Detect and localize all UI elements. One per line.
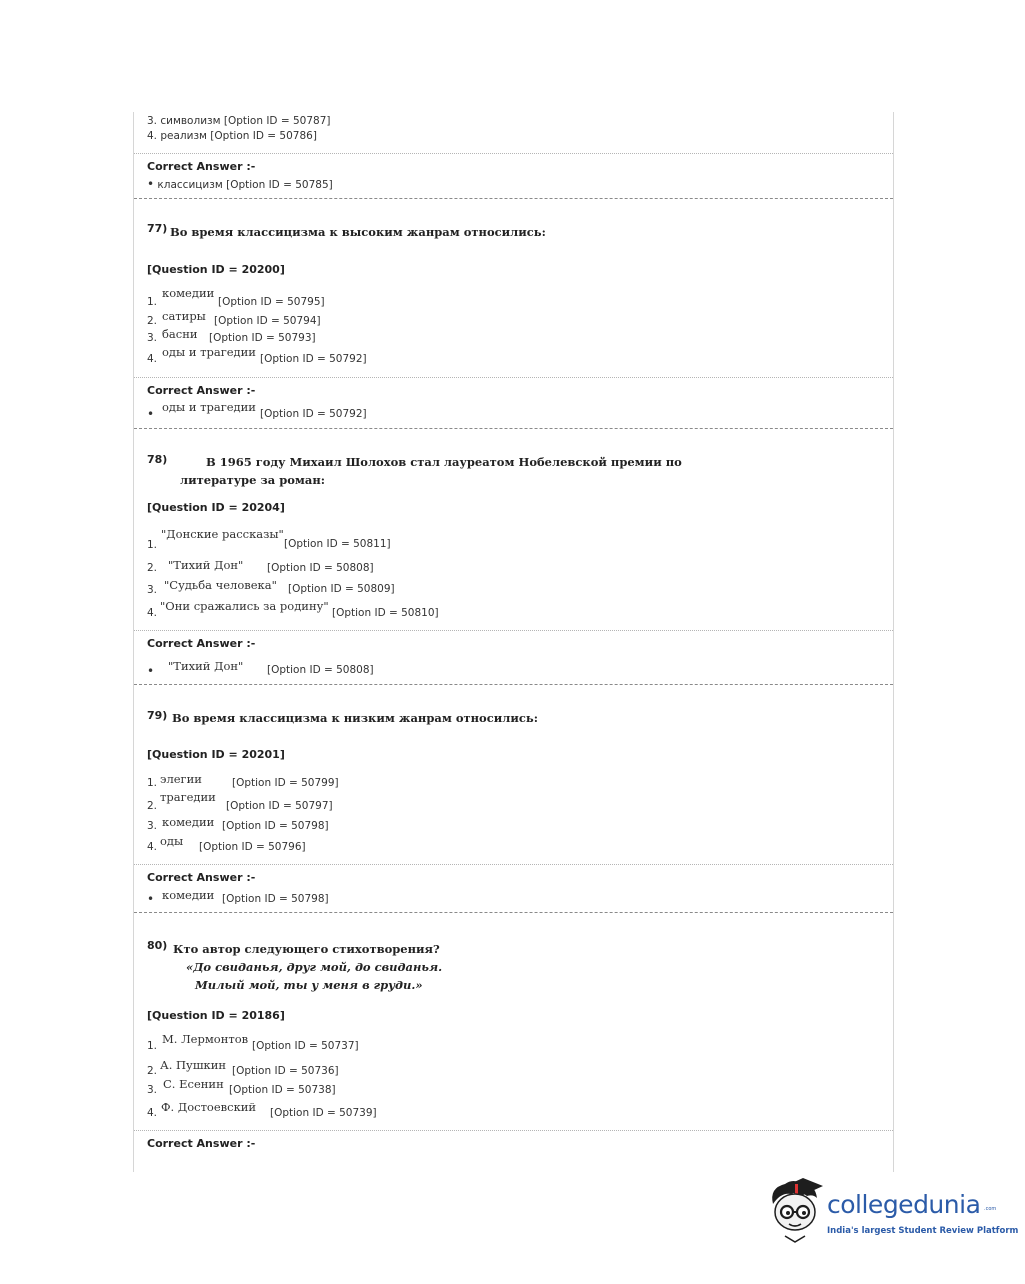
option-text: элегии [160, 772, 202, 786]
option-text: "Тихий Дон" [168, 558, 244, 572]
option-number: 4. [147, 607, 158, 619]
option-text: комедии [162, 286, 215, 300]
option-id: [Option ID = 50811] [284, 538, 391, 550]
option-text: М. Лермонтов [162, 1032, 249, 1046]
document-frame [133, 112, 894, 1172]
question-id: [Question ID = 20201] [147, 748, 285, 761]
correct-answer-id: [Option ID = 50808] [267, 664, 374, 676]
correct-answer-id: [Option ID = 50792] [260, 408, 367, 420]
question-number: 77) [147, 222, 168, 235]
question-text-line2: литературе за роман: [180, 473, 326, 487]
divider [134, 153, 893, 154]
option-number: 4. [147, 841, 158, 853]
option-id: [Option ID = 50794] [214, 315, 321, 327]
question-text: Кто автор следующего стихотворения? [173, 942, 440, 956]
question-text-line1: В 1965 году Михаил Шолохов стал лауреатом Нобелевской премии по [206, 455, 682, 469]
option-id: [Option ID = 50809] [288, 583, 395, 595]
divider [134, 377, 893, 378]
option-number: 3. [147, 820, 158, 832]
option-number: 1. [147, 539, 158, 551]
option-id: [Option ID = 50798] [222, 820, 329, 832]
divider [134, 630, 893, 631]
option-id: [Option ID = 50792] [260, 353, 367, 365]
question-id: [Question ID = 20204] [147, 501, 285, 514]
question-divider [134, 198, 893, 199]
correct-answer-label: Correct Answer :- [147, 160, 256, 173]
option-text: басни [162, 327, 198, 341]
correct-answer-text: комедии [162, 888, 215, 902]
divider [134, 1130, 893, 1131]
option-text: С. Есенин [163, 1077, 224, 1091]
mascot-icon [763, 1176, 827, 1246]
option-id: [Option ID = 50737] [252, 1040, 359, 1052]
option-text: сатиры [162, 309, 206, 323]
option-number: 2. [147, 800, 158, 812]
option-id: [Option ID = 50796] [199, 841, 306, 853]
question-number: 78) [147, 453, 168, 466]
option-text: оды и трагедии [162, 345, 256, 359]
option-id: [Option ID = 50810] [332, 607, 439, 619]
option-number: 4. [147, 1107, 158, 1119]
correct-answer-label: Correct Answer :- [147, 1137, 256, 1150]
divider [134, 864, 893, 865]
option-number: 4. [147, 353, 158, 365]
option-number: 2. [147, 315, 158, 327]
correct-answer-text: оды и трагедии [162, 400, 256, 414]
option-number: 1. [147, 777, 158, 789]
option-id: [Option ID = 50739] [270, 1107, 377, 1119]
prev-option-4: 4. реализм [Option ID = 50786] [147, 130, 317, 142]
brand-name: collegedunia [827, 1190, 981, 1219]
option-number: 1. [147, 296, 158, 308]
brand-domain: .com [984, 1206, 997, 1212]
option-number: 3. [147, 584, 158, 596]
option-id: [Option ID = 50799] [232, 777, 339, 789]
correct-answer: • классицизм [Option ID = 50785] [147, 177, 333, 191]
correct-answer-label: Correct Answer :- [147, 871, 256, 884]
correct-bullet: • [147, 892, 155, 906]
option-text: "Судьба человека" [164, 578, 277, 592]
correct-answer-text: "Тихий Дон" [168, 659, 244, 673]
option-text: "Они сражались за родину" [160, 599, 329, 613]
correct-bullet: • [147, 407, 155, 421]
question-divider [134, 912, 893, 913]
question-id: [Question ID = 20186] [147, 1009, 285, 1022]
option-number: 2. [147, 562, 158, 574]
option-id: [Option ID = 50793] [209, 332, 316, 344]
correct-answer-id: [Option ID = 50798] [222, 893, 329, 905]
question-number: 79) [147, 709, 168, 722]
correct-answer-label: Correct Answer :- [147, 637, 256, 650]
question-id: [Question ID = 20200] [147, 263, 285, 276]
option-number: 1. [147, 1040, 158, 1052]
brand-tagline: India's largest Student Review Platform [827, 1226, 1019, 1236]
question-text: Во время классицизма к высоким жанрам относились: [170, 225, 546, 239]
option-text: комедии [162, 815, 215, 829]
option-id: [Option ID = 50795] [218, 296, 325, 308]
question-text: Во время классицизма к низким жанрам относились: [172, 711, 538, 725]
question-divider [134, 684, 893, 685]
option-text: оды [160, 834, 184, 848]
option-text: Ф. Достоевский [161, 1100, 257, 1114]
option-number: 3. [147, 332, 158, 344]
option-text: "Донские рассказы" [161, 527, 284, 541]
question-divider [134, 428, 893, 429]
option-id: [Option ID = 50797] [226, 800, 333, 812]
question-number: 80) [147, 939, 168, 952]
prev-option-3: 3. символизм [Option ID = 50787] [147, 115, 331, 127]
option-number: 3. [147, 1084, 158, 1096]
poem-line-1: «До свиданья, друг мой, до свиданья. [186, 960, 443, 974]
correct-answer-label: Correct Answer :- [147, 384, 256, 397]
poem-line-2: Милый мой, ты у меня в груди.» [195, 978, 423, 992]
option-id: [Option ID = 50738] [229, 1084, 336, 1096]
option-text: трагедии [160, 790, 216, 804]
correct-bullet: • [147, 664, 155, 678]
option-id: [Option ID = 50736] [232, 1065, 339, 1077]
option-number: 2. [147, 1065, 158, 1077]
option-text: А. Пушкин [160, 1058, 227, 1072]
option-id: [Option ID = 50808] [267, 562, 374, 574]
